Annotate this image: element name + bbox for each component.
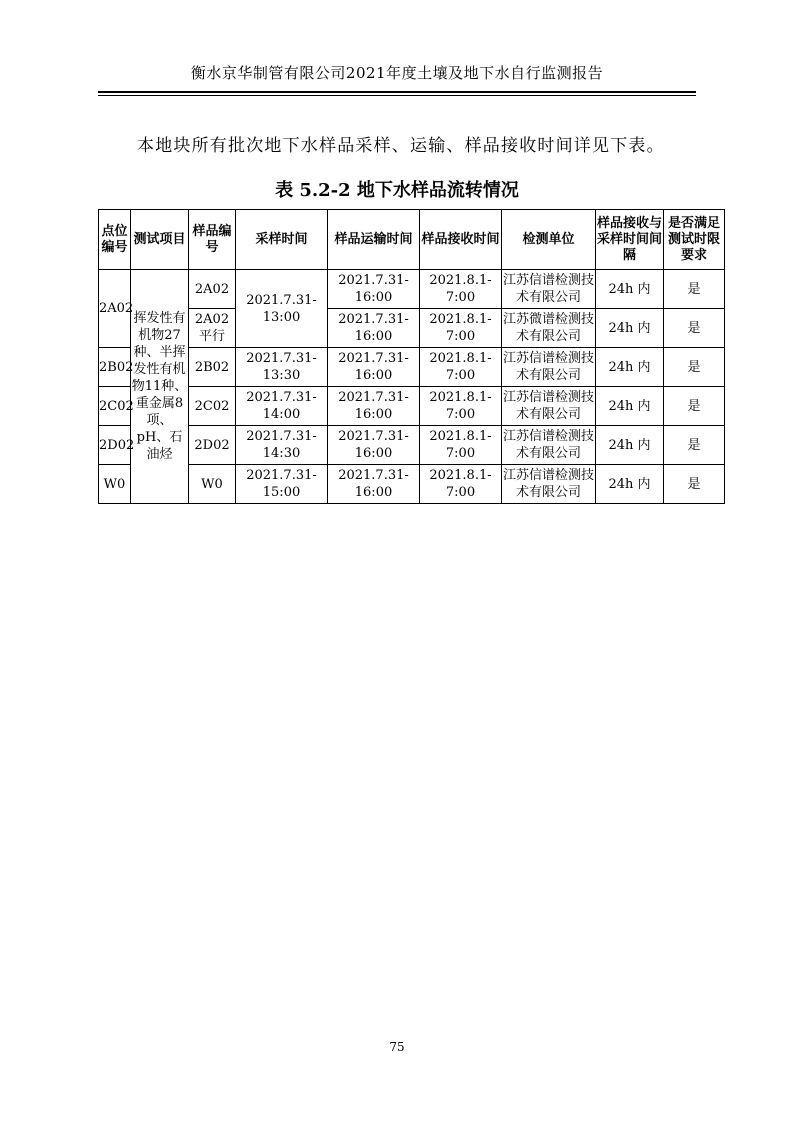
interval-cell: 24h 内 [596,270,664,309]
transport-time-cell: 2021.7.31-16:00 [328,270,420,309]
receive-time-cell: 2021.8.1-7:00 [420,309,502,348]
sample-time-cell: 2021.7.31-14:00 [236,387,328,426]
point-id-cell: 2A02 [99,270,131,348]
running-header: 衡水京华制管有限公司2021年度土壤及地下水自行监测报告 [190,64,604,82]
table-row [99,387,725,426]
interval-cell: 24h 内 [596,348,664,387]
table-row [99,309,725,348]
receive-time-cell: 2021.8.1-7:00 [420,426,502,465]
interval-cell: 24h 内 [596,387,664,426]
sample-id-cell: 2D02 [189,426,236,465]
sample-id-cell: 2B02 [189,348,236,387]
transport-time-cell: 2021.7.31-16:00 [328,348,420,387]
column-header: 点位编号 [99,210,131,270]
table-row [99,426,725,465]
sample-time-cell: 2021.7.31-15:00 [236,465,328,504]
lab-cell: 江苏信谱检测技术有限公司 [502,465,596,504]
header-rule-thin [98,95,696,96]
lab-cell: 江苏信谱检测技术有限公司 [502,426,596,465]
lab-cell: 江苏信谱检测技术有限公司 [502,270,596,309]
meets-cell: 是 [664,387,725,426]
sample-time-cell: 2021.7.31-13:30 [236,348,328,387]
sample-id-cell: 2C02 [189,387,236,426]
transport-time-cell: 2021.7.31-16:00 [328,387,420,426]
column-header: 采样时间 [236,210,328,270]
column-header: 样品编号 [189,210,236,270]
sample-time-cell: 2021.7.31-13:00 [236,270,328,348]
column-header: 检测单位 [502,210,596,270]
meets-cell: 是 [664,270,725,309]
meets-cell: 是 [664,348,725,387]
table-caption: 表 5.2-2 地下水样品流转情况 [275,180,519,201]
column-header: 样品运输时间 [328,210,420,270]
sample-id-cell: W0 [189,465,236,504]
interval-cell: 24h 内 [596,309,664,348]
table-row [99,270,725,309]
lab-cell: 江苏信谱检测技术有限公司 [502,387,596,426]
table-row [99,465,725,504]
column-header: 样品接收与采样时间间隔 [596,210,664,270]
column-header: 是否满足测试时限要求 [664,210,725,270]
receive-time-cell: 2021.8.1-7:00 [420,348,502,387]
column-header: 测试项目 [131,210,189,270]
sample-id-cell: 2A02 [189,270,236,309]
sample-id-cell: 2A02平行 [189,309,236,348]
meets-cell: 是 [664,465,725,504]
table-header-row [99,210,725,270]
meets-cell: 是 [664,309,725,348]
receive-time-cell: 2021.8.1-7:00 [420,465,502,504]
point-id-cell: 2C02 [99,387,131,426]
transport-time-cell: 2021.7.31-16:00 [328,309,420,348]
page-number: 75 [389,1040,405,1054]
column-header: 样品接收时间 [420,210,502,270]
header-rule-thick [98,91,696,93]
intro-paragraph: 本地块所有批次地下水样品采样、运输、样品接收时间详见下表。 [137,136,665,156]
transport-time-cell: 2021.7.31-16:00 [328,465,420,504]
receive-time-cell: 2021.8.1-7:00 [420,387,502,426]
point-id-cell: 2D02 [99,426,131,465]
lab-cell: 江苏微谱检测技术有限公司 [502,309,596,348]
sample-time-cell: 2021.7.31-14:30 [236,426,328,465]
lab-cell: 江苏信谱检测技术有限公司 [502,348,596,387]
receive-time-cell: 2021.8.1-7:00 [420,270,502,309]
sample-transfer-table [98,209,725,504]
point-id-cell: 2B02 [99,348,131,387]
interval-cell: 24h 内 [596,426,664,465]
transport-time-cell: 2021.7.31-16:00 [328,426,420,465]
point-id-cell: W0 [99,465,131,504]
interval-cell: 24h 内 [596,465,664,504]
table-row [99,348,725,387]
meets-cell: 是 [664,426,725,465]
test-items-cell: 挥发性有机物27种、半挥发性有机物11种、重金属8项、pH、石油烃 [131,270,189,504]
